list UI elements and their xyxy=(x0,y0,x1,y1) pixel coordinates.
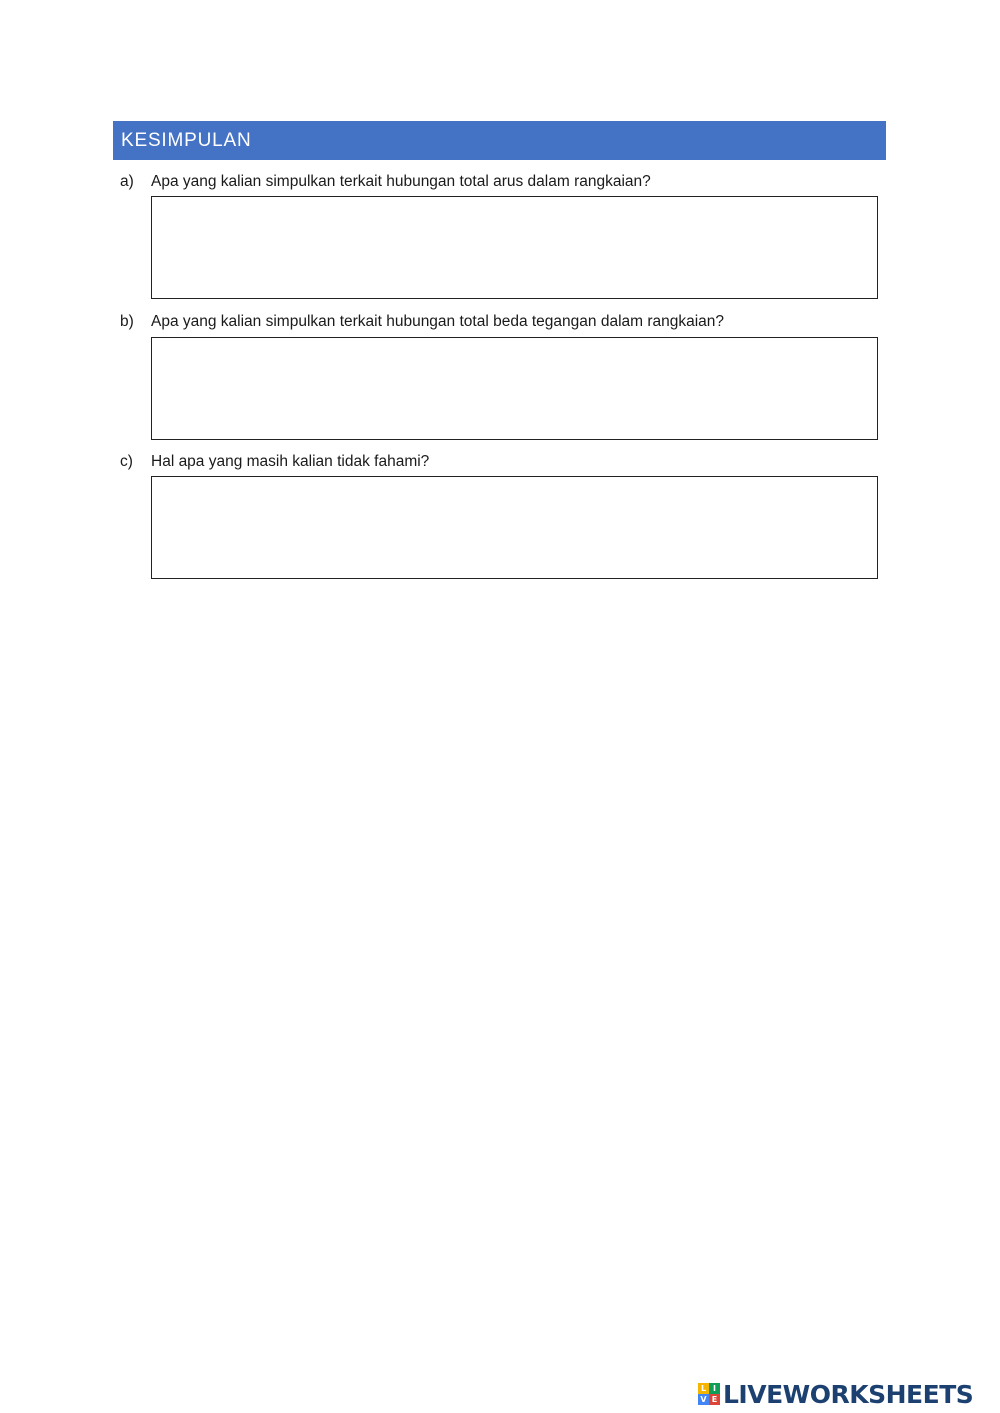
answer-box-b[interactable] xyxy=(151,337,878,440)
logo-letter-v: V xyxy=(698,1394,709,1405)
logo-letter-e: E xyxy=(709,1394,720,1405)
section-title: KESIMPULAN xyxy=(121,129,252,151)
liveworksheets-logo-icon xyxy=(698,1383,720,1405)
question-a-text: Apa yang kalian simpulkan terkait hubungan total arus dalam rangkaian? xyxy=(151,173,651,190)
question-b-text: Apa yang kalian simpulkan terkait hubungan total beda tegangan dalam rangkaian? xyxy=(151,313,725,330)
question-b xyxy=(120,312,724,332)
answer-box-c[interactable] xyxy=(151,476,878,579)
liveworksheets-brand xyxy=(698,1378,973,1410)
question-c xyxy=(120,452,429,472)
question-b-marker: b) xyxy=(120,313,134,330)
question-a-marker: a) xyxy=(120,173,134,190)
question-c-text: Hal apa yang masih kalian tidak fahami? xyxy=(151,453,430,470)
answer-box-a[interactable] xyxy=(151,196,878,299)
question-a xyxy=(120,172,651,192)
question-c-marker: c) xyxy=(120,453,133,470)
section-header xyxy=(113,121,886,160)
logo-letter-l: L xyxy=(698,1383,709,1394)
brand-name: LIVEWORKSHEETS xyxy=(723,1379,974,1409)
logo-letter-i: I xyxy=(709,1383,720,1394)
